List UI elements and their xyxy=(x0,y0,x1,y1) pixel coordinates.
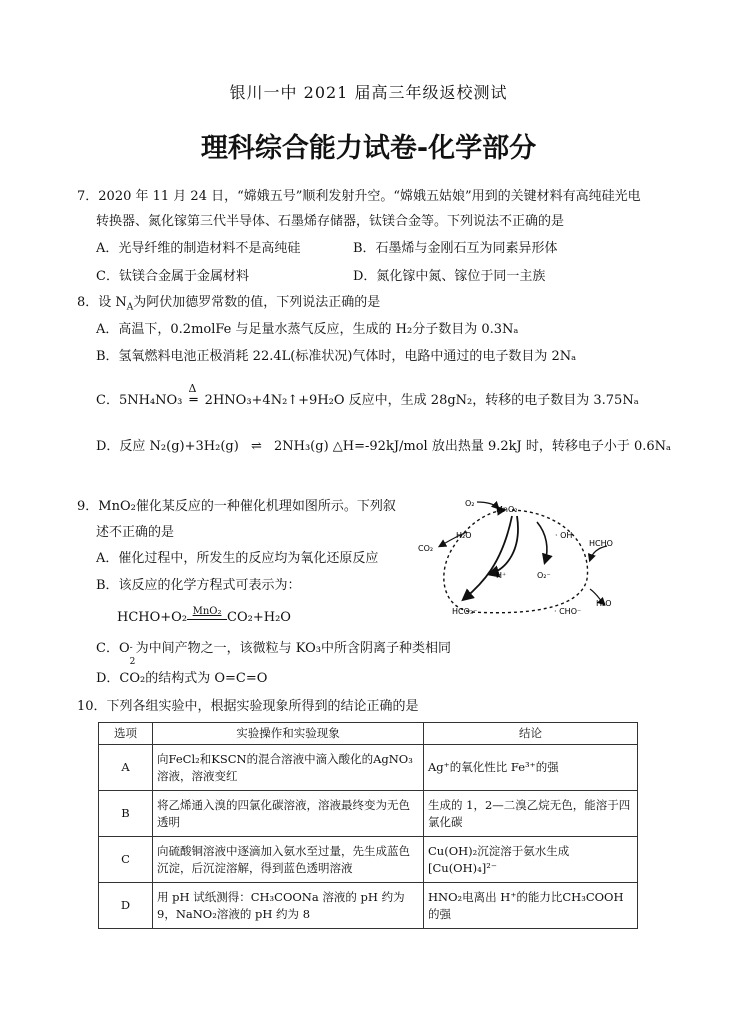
catalytic-cycle-diagram xyxy=(412,494,642,629)
exam-title: 理科综合能力试卷-化学部分 xyxy=(200,133,537,164)
arrow-mno2-to-hco3 xyxy=(464,516,512,599)
q7-option-d: D．氮化镓中氮、镓位于同一主族 xyxy=(353,269,546,284)
q7-option-a: A．光导纤维的制造材料不是高纯硅 xyxy=(96,241,301,256)
label-hcho: HCHO xyxy=(589,539,613,548)
q9-option-a: A．催化过程中，所发生的反应均为氧化还原反应 xyxy=(96,551,379,566)
table-header-row xyxy=(99,723,638,745)
row-option: A xyxy=(99,745,153,791)
row-conclusion: HNO₂电离出 H⁺的能力比CH₃COOH的强 xyxy=(424,883,638,929)
heating-equals-sign: Δ ═ xyxy=(188,382,198,408)
q10-stem: 10．下列各组实验中，根据实验现象所得到的结论正确的是 xyxy=(77,699,419,714)
header-option: 选项 xyxy=(99,723,153,745)
label-hco3: HCO₃⁻ xyxy=(452,607,478,616)
q10-table xyxy=(98,722,638,929)
label-cho: · CHO⁻ xyxy=(554,607,582,616)
q8-option-d: D．反应 N₂(g)+3H₂(g) ⇌ 2NH₃(g) △H=-92kJ/mol 放出热量 9.2kJ 时，转移电子小于 0.6Nₐ xyxy=(96,439,672,454)
q9-option-c: C．O - 2 为中间产物之一，该微粒与 KO₃中所含阴离子种类相同 xyxy=(96,641,451,667)
row-experiment: 向硫酸铜溶液中逐滴加入氨水至过量，先生成蓝色沉淀，后沉淀溶解，得到蓝色透明溶液 xyxy=(153,837,424,883)
q7-stem-line2: 转换器、氮化镓第三代半导体、石墨烯存储器，钛镁合金等。下列说法不正确的是 xyxy=(96,214,565,229)
row-option: B xyxy=(99,791,153,837)
label-h2o-right: H₂O xyxy=(596,599,612,608)
q8-stem: 8．设 $N_A$为阿伏加德罗常数的值，下列说法正确的是 xyxy=(77,295,381,313)
row-conclusion: Ag⁺的氧化性比 Fe³⁺的强 xyxy=(424,745,638,791)
header-conclusion: 结论 xyxy=(424,723,638,745)
row-experiment: 将乙烯通入溴的四氯化碳溶液，溶液最终变为无色透明 xyxy=(153,791,424,837)
q7-option-b: B．石墨烯与金刚石互为同素异形体 xyxy=(353,241,558,256)
table-row xyxy=(99,837,638,883)
q9-equation: HCHO+O₂ MnO₂ CO₂+H₂O xyxy=(117,606,291,625)
arrow-o2-in xyxy=(477,502,498,508)
q8-option-a: A．高温下，0.2molFe 与足量水蒸气反应，生成的 H₂分子数目为 0.3Nₐ xyxy=(96,322,519,337)
label-h2o-left: H₂O xyxy=(456,531,472,540)
row-option: C xyxy=(99,837,153,883)
school-header: 银川一中 2021 届高三年级返校测试 xyxy=(229,83,508,102)
q7-stem-line1: 7．2020 年 11 月 24 日，“嫦娥五号”顺利发射升空。“嫦娥五姑娘”用到的关键材料有高纯硅光电 xyxy=(77,189,641,204)
row-experiment: 向FeCl₂和KSCN的混合溶液中滴入酸化的AgNO₃溶液，溶液变红 xyxy=(153,745,424,791)
row-option: D xyxy=(99,883,153,929)
row-conclusion: Cu(OH)₂沉淀溶于氨水生成[Cu(OH)₄]²⁻ xyxy=(424,837,638,883)
label-hplus: H⁺ xyxy=(496,571,507,580)
label-o2: O₂ xyxy=(465,499,475,508)
row-conclusion: 生成的 1，2—二溴乙烷无色，能溶于四氯化碳 xyxy=(424,791,638,837)
q9-option-b: B．该反应的化学方程式可表示为： xyxy=(96,578,301,593)
row-experiment: 用 pH 试纸测得：CH₃COONa 溶液的 pH 约为 9，NaNO₂溶液的 pH 约为 8 xyxy=(153,883,424,929)
table-row xyxy=(99,883,638,929)
q8-option-b: B．氢氧燃料电池正极消耗 22.4L(标准状况)气体时，电路中通过的电子数目为 2Nₐ xyxy=(96,349,577,364)
q8-option-c: C．5NH₄NO₃ Δ ═ 2HNO₃+4N₂↑+9H₂O 反应中，生成 28gN₂，转移的电子数目为 3.75Nₐ xyxy=(96,382,639,408)
arrow-to-o2minus xyxy=(537,522,547,562)
q9-stem-line2: 述不正确的是 xyxy=(96,525,175,540)
q7-option-c: C．钛镁合金属于金属材料 xyxy=(96,269,249,284)
q9-stem-line1: 9．MnO₂催化某反应的一种催化机理如图所示。下列叙 xyxy=(77,499,396,514)
equilibrium-arrow-icon: ⇌ xyxy=(250,439,262,454)
q9-option-d: D．CO₂的结构式为 O=C=O xyxy=(96,671,268,686)
table-row xyxy=(99,791,638,837)
header-experiment: 实验操作和实验现象 xyxy=(153,723,424,745)
label-mno2: MnO₂ xyxy=(496,505,518,514)
label-co2: CO₂ xyxy=(418,544,434,553)
label-oh: · OH xyxy=(555,531,573,540)
table-row xyxy=(99,745,638,791)
label-o2minus: O₂⁻ xyxy=(537,571,551,580)
arrow-hcho-in xyxy=(590,546,607,560)
catalyst-arrow: MnO₂ xyxy=(187,609,227,620)
